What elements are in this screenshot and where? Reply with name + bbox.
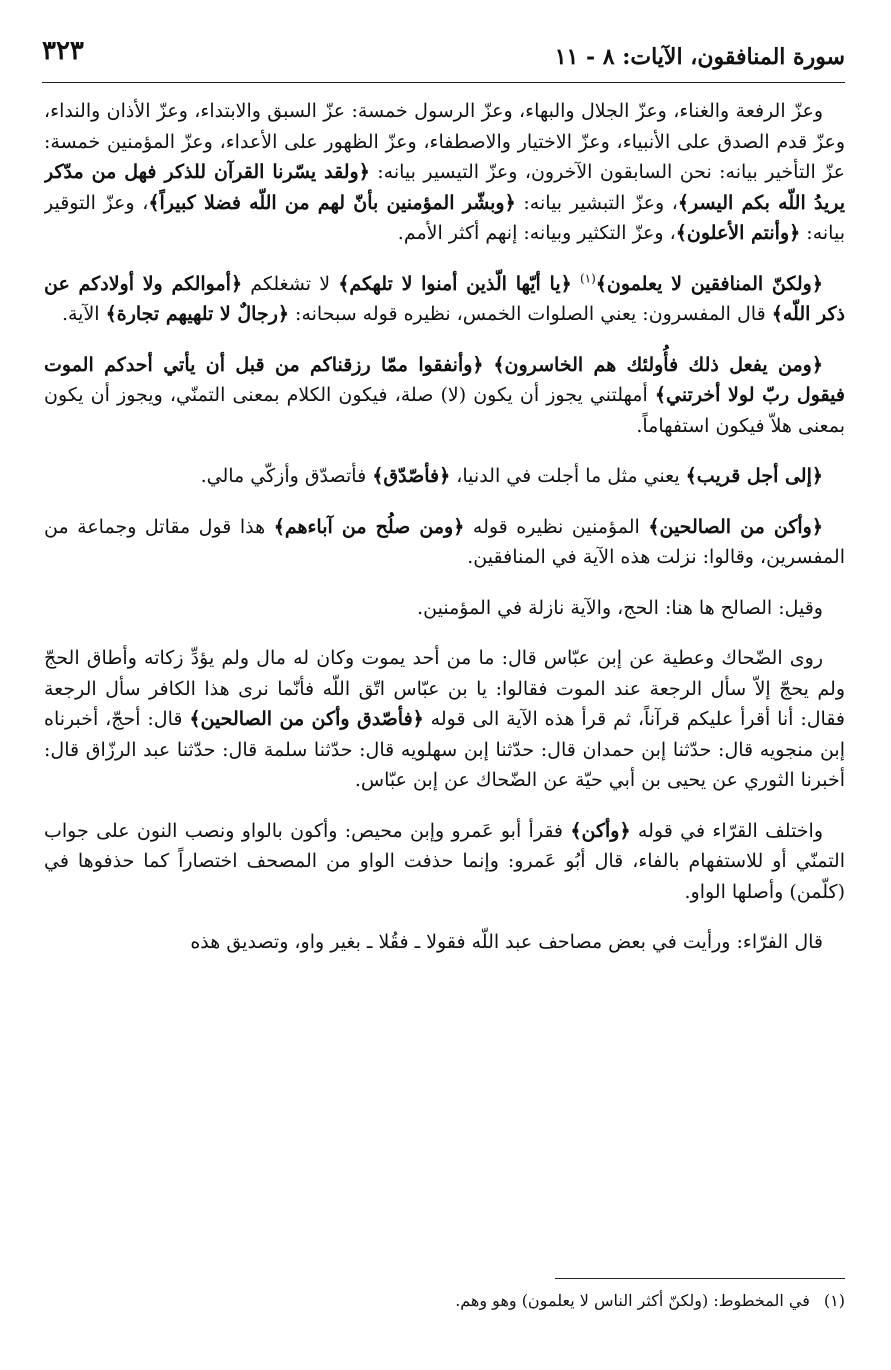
text-run: يعني مثل ما أجلت في الدنيا، — [450, 465, 686, 487]
text-run: روى الضّحاك وعطية عن إبن عبّاس قال: ما من أحد يموت وكان له مال ولم يؤدِّ زكاته وأطاق الحجّ ولم يحجّ إلاّ سأل الرجعة عند الموت فقالوا: يا بن عبّاس اتّق اللّه فأنّما نرى هذا الكافر سأل الرجعة فقال: أنا أقرأ عليكم قرآناً، ثم قرأ هذه الآية الى قوله — [44, 647, 845, 730]
text-run: ، وعزّ التكثير وبيانه: إنهم أكثر الأمم. — [397, 222, 676, 244]
paragraph-9: قال الفرّاء: ورأيت في بعض مصاحف عبد اللّه فقولا ـ فقُلا ـ بغير واو، وتصديق هذه — [190, 931, 823, 953]
running-title: سورة المنافقون، الآيات: ٨ - ١١ — [554, 44, 845, 70]
text-run: وعزّ الرفعة والغناء، وعزّ الجلال والبهاء، وعزّ الرسول خمسة: عزّ السبق والابتداء، وعزّ الأذان والنداء، وعزّ قدم الصدق على الأنبياء، وعزّ الاختيار والاصطفاء، وعزّ الظهور على الأعداء، وعزّ المؤمنين خمسة: عزّ التأخير بيانه: نحن السابقون الآخرون، وعزّ التيسير بيانه: — [44, 100, 845, 183]
quran-quote: ﴿فأصّدّق﴾ — [372, 465, 451, 487]
paragraph-5 — [44, 512, 845, 573]
text-run: أمهلتني يجوز أن يكون (لا) صلة، فيكون الكلام بمعنى التمنّي، ويجوز أن يكون بمعنى هلاّ فيكون استفهاماً. — [44, 384, 845, 437]
quran-quote: ﴿وأكن﴾ — [570, 819, 631, 842]
paragraph-2 — [44, 269, 845, 330]
quran-quote: ﴿وأكن من الصالحين﴾ — [648, 515, 823, 538]
quran-quote: ﴿أموالكم ولا أولادكم عن ذكر اللّه﴾ — [44, 272, 845, 325]
footnote — [44, 1288, 845, 1314]
text-run: فأتصدّق وأزكّي مالي. — [200, 465, 373, 487]
paragraph-8 — [44, 816, 845, 908]
quran-quote: ﴿يا أيّها الّذين أمنوا لا تلهكم﴾ — [338, 272, 572, 295]
text-run: قال: أحجّ، أخبرناه إبن منجويه قال: حدّثنا إبن حمدان قال: حدّثنا إبن سهلويه قال: حدّثنا سلمة قال: حدّثنا عبد الرزّاق قال: أخبرنا الثوري عن يحيى بن أبي حيّة عن الضّحاك عن إبن عبّاس. — [44, 708, 845, 791]
text-run: ، وعزّ التبشير بيانه: — [515, 191, 678, 214]
paragraph-6: وقيل: الصالح ها هنا: الحج، والآية نازلة في المؤمنين. — [417, 596, 823, 619]
text-run: الآية. — [61, 303, 106, 325]
paragraph-4 — [44, 461, 845, 492]
text-run: قال المفسرون: يعني الصلوات الخمس، نظيره قوله سبحانه: — [289, 303, 772, 325]
footnote-reference: (١) — [579, 271, 596, 286]
text-run: لا تشغلكم — [242, 272, 339, 295]
quran-quote: ﴿رجالٌ لا تلهيهم تجارة﴾ — [105, 303, 290, 325]
paragraph-1 — [44, 96, 845, 249]
quran-quote: ﴿وبشّر المؤمنين بأنّ لهم من اللّه فضلا كبيراً﴾ — [148, 191, 516, 214]
text-run: فقرأ أبو عَمرو وإبن محيص: وأكون بالواو ونصب النون على جواب التمنّي أو للاستفهام بالفاء، قال أبُو عَمرو: وإنما حذفت الواو من المصحف اختصاراً كما حذفوها في (كلّمن) وأصلها الواو. — [44, 819, 845, 903]
text-run: واختلف القرّاء في قوله — [630, 819, 824, 842]
quran-quote: ﴿إلى أجل قريب﴾ — [685, 465, 823, 487]
footnote-divider — [555, 1278, 845, 1279]
quran-quote: ﴿فأصّدق وأكن من الصالحين﴾ — [189, 708, 424, 730]
quran-quote: ﴿وأنفقوا ممّا رزقناكم من قبل أن يأتي أحدكم الموت فيقول ربّ لولا أخرتني﴾ — [44, 353, 845, 406]
text-run: هذا قول مقاتل وجماعة من المفسرين، وقالوا: نزلت هذه الآية في المنافقين. — [44, 515, 845, 568]
text-run: المؤمنين نظيره قوله — [464, 515, 649, 538]
text-run: ، وعزّ التوقير بيانه: — [44, 191, 845, 244]
quran-quote: ﴿ومن يفعل ذلك فأُولئك هم الخاسرون﴾ — [493, 353, 823, 376]
quran-quote: ﴿ولقد يسّرنا القرآن للذكر فهل من مدّكر يريدُ اللّه بكم اليسر﴾ — [44, 161, 845, 214]
page-header — [42, 36, 845, 83]
quran-quote: ﴿ومن صلُح من آباءهم﴾ — [273, 515, 465, 538]
footnote-number: (١) — [823, 1291, 845, 1310]
page-number: ٣٢٣ — [42, 36, 84, 66]
paragraph-3 — [44, 350, 845, 442]
paragraph-7 — [44, 643, 845, 796]
page-body — [44, 96, 845, 1246]
quran-quote: ﴿وأنتم الأعلون﴾ — [675, 222, 801, 244]
quran-quote: ﴿ولكنّ المنافقين لا يعلمون﴾ — [595, 272, 823, 295]
footnote-text: في المخطوط: (ولكنّ أكثر الناس لا يعلمون) وهو وهم. — [455, 1291, 810, 1310]
